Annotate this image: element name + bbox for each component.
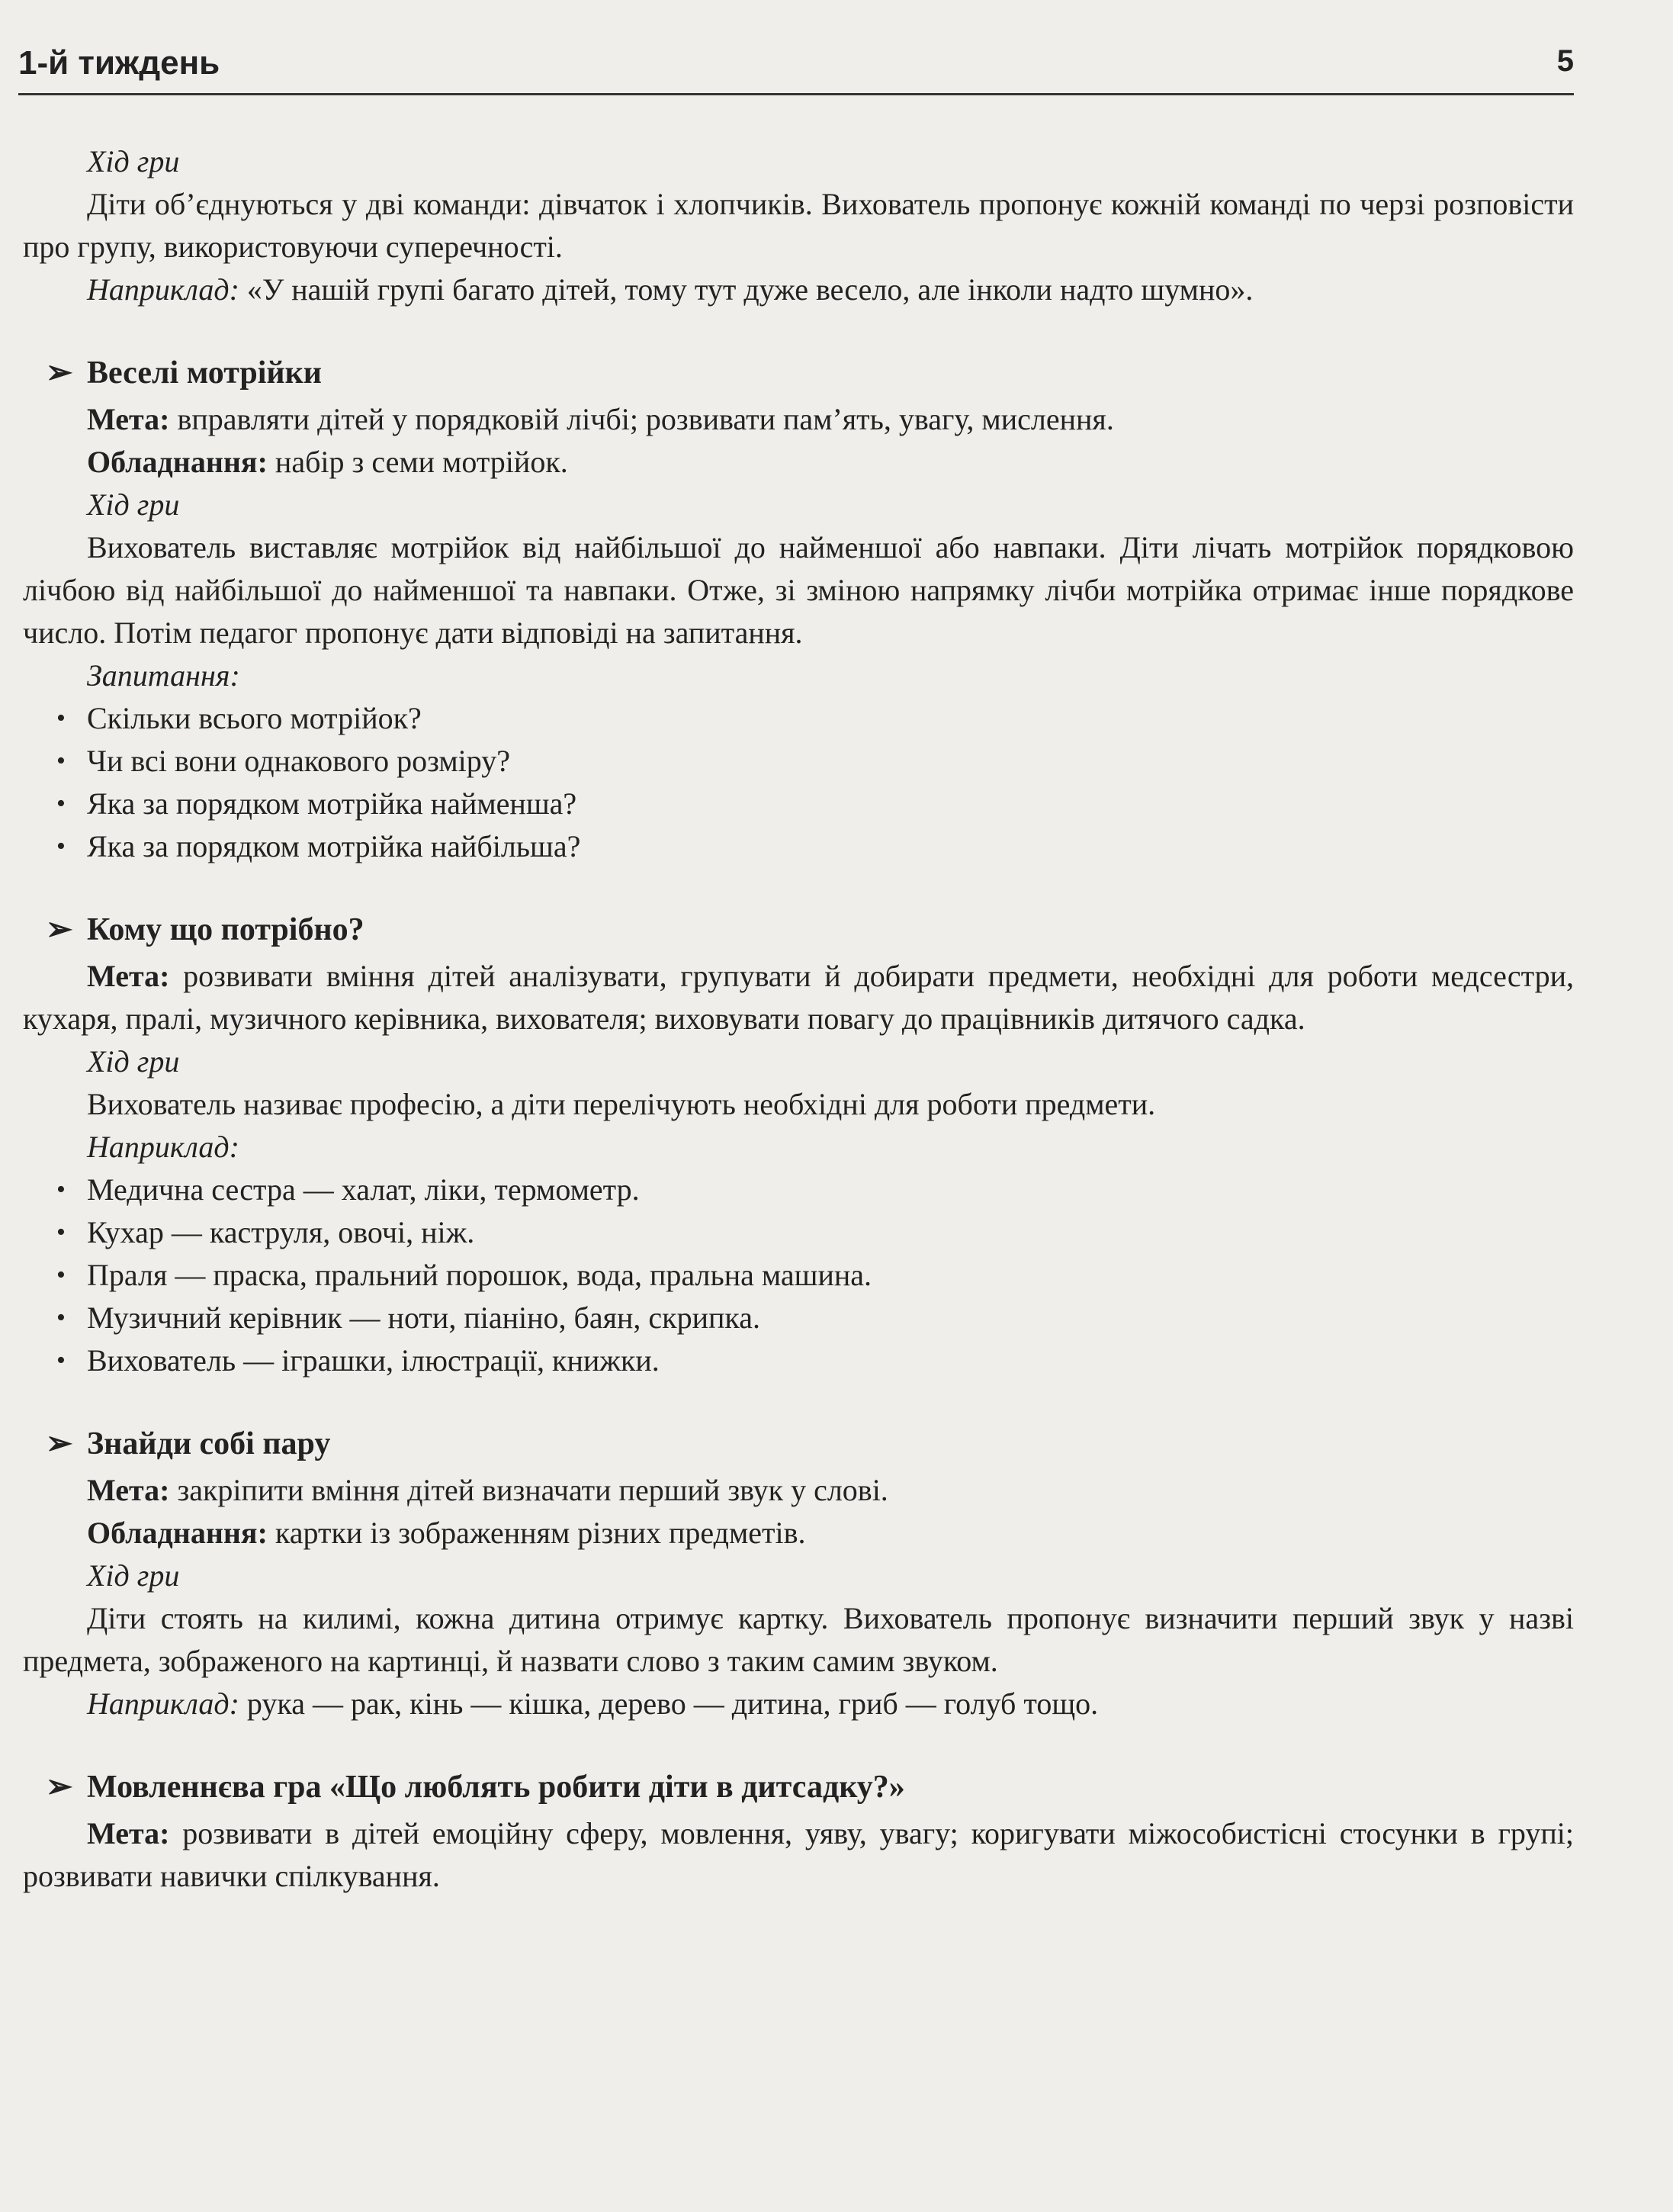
equipment-line: [23, 1512, 1574, 1555]
goal-text: вправляти дітей у порядковій лічбі; розвивати пам’ять, увагу, мислення.: [177, 402, 1114, 436]
paragraph: Вихователь називає професію, а діти перелічують необхідні для роботи предмети.: [87, 1087, 1156, 1121]
game-title-text: Кому що потрібно?: [87, 912, 364, 947]
goal-line: [23, 1469, 1574, 1512]
list-item: • Музичний керівник — ноти, піаніно, баян, скрипка.: [23, 1297, 1574, 1339]
questions-label: Запитання:: [87, 658, 240, 693]
goal-line: [23, 398, 1574, 441]
game-title: [23, 1765, 1574, 1809]
bullet-icon: •: [56, 1175, 66, 1204]
game-title-text: Веселі мотрійки: [87, 355, 322, 391]
example-text: «У нашій групі багато дітей, тому тут дуже весело, але інколи надто шумно».: [246, 272, 1254, 307]
goal-text: закріпити вміння дітей визначати перший звук у слові.: [177, 1473, 888, 1507]
list-item: • Яка за порядком мотрійка найменша?: [23, 783, 1574, 825]
list-item: • Яка за порядком мотрійка найбільша?: [23, 825, 1574, 868]
section-hid-gry: Хід гри: [87, 1558, 180, 1593]
goal-line: [23, 1812, 1574, 1898]
equipment-text: набір з семи мотрійок.: [275, 445, 568, 479]
goal-label: Мета:: [87, 1816, 170, 1850]
page-number: 5: [1556, 44, 1574, 78]
example-label: Наприклад:: [87, 1686, 239, 1721]
bullet-icon: •: [56, 704, 66, 732]
bullet-icon: •: [56, 747, 66, 775]
example-line: [23, 1683, 1574, 1725]
equipment-text: картки із зображенням різних предметів.: [275, 1516, 806, 1550]
bullet-icon: •: [56, 1346, 66, 1374]
goal-label: Мета:: [87, 959, 170, 993]
example-label: Наприклад:: [87, 272, 239, 307]
chapter-title: 1-й тиждень: [18, 44, 220, 82]
list-item: • Кухар — каструля, овочі, ніж.: [23, 1211, 1574, 1254]
arrow-icon: ➢: [46, 1426, 73, 1461]
example-text: рука — рак, кінь — кішка, дерево — дитина, гриб — голуб тощо.: [246, 1686, 1099, 1721]
equipment-line: [23, 441, 1574, 484]
example-label: Наприклад:: [87, 1130, 239, 1164]
goal-text: розвивати в дітей емоційну сферу, мовлення, уяву, увагу; коригувати міжособистісні стосунки в групі; розвивати навички спілкування.: [23, 1816, 1574, 1893]
list-item: • Скільки всього мотрійок?: [23, 697, 1574, 740]
section-hid-gry: Хід гри: [87, 487, 180, 522]
equipment-label: Обладнання:: [87, 445, 268, 479]
game-title-text: Знайди собі пару: [87, 1426, 331, 1461]
goal-label: Мета:: [87, 1473, 170, 1507]
list-item: • Медична сестра — халат, ліки, термометр.: [23, 1169, 1574, 1211]
game-title-text: Мовленнєва гра «Що люблять робити діти в дитсадку?»: [87, 1770, 905, 1805]
arrow-icon: ➢: [46, 355, 73, 391]
section-hid-gry: Хід гри: [87, 1044, 180, 1079]
goal-line: [23, 955, 1574, 1040]
game-title: [23, 1422, 1574, 1466]
example-line: [23, 268, 1574, 311]
game-title: [23, 351, 1574, 395]
page-body: [23, 140, 1574, 1898]
arrow-icon: ➢: [46, 1770, 73, 1805]
section-hid-gry: Хід гри: [87, 144, 180, 178]
list-item: • Праля — праска, пральний порошок, вода, пральна машина.: [23, 1254, 1574, 1297]
list-item: • Чи всі вони однакового розміру?: [23, 740, 1574, 783]
arrow-icon: ➢: [46, 912, 73, 947]
goal-text: розвивати вміння дітей аналізувати, групувати й добирати предмети, необхідні для роботи медсестри, кухаря, пралі, музичного керівника, вихователя; виховувати повагу до працівників дитячого садка.: [23, 959, 1575, 1036]
paragraph: Діти об’єднуються у дві команди: дівчаток і хлопчиків. Вихователь пропонує кожній команді по черзі розповісти про групу, використовуючи суперечності.: [23, 187, 1574, 264]
paragraph: Вихователь виставляє мотрійок від найбільшої до найменшої або навпаки. Діти лічать мотрійок порядковою лічбою від найбільшої до найменшої та навпаки. Отже, зі зміною напрямку лічби мотрійка отримає інше порядкове число. Потім педагог пропонує дати відповіді на запитання.: [23, 530, 1574, 650]
equipment-label: Обладнання:: [87, 1516, 268, 1550]
bullet-icon: •: [56, 832, 66, 860]
list-item: • Вихователь — іграшки, ілюстрації, книжки.: [23, 1339, 1574, 1382]
bullet-icon: •: [56, 789, 66, 818]
page-header: [18, 44, 1574, 95]
bullet-icon: •: [56, 1304, 66, 1332]
paragraph: Діти стоять на килимі, кожна дитина отримує картку. Вихователь пропонує визначити перший звук у назві предмета, зображеного на картинці, й назвати слово з таким самим звуком.: [23, 1601, 1574, 1678]
goal-label: Мета:: [87, 402, 170, 436]
game-title: [23, 908, 1574, 952]
bullet-icon: •: [56, 1261, 66, 1289]
bullet-icon: •: [56, 1218, 66, 1246]
